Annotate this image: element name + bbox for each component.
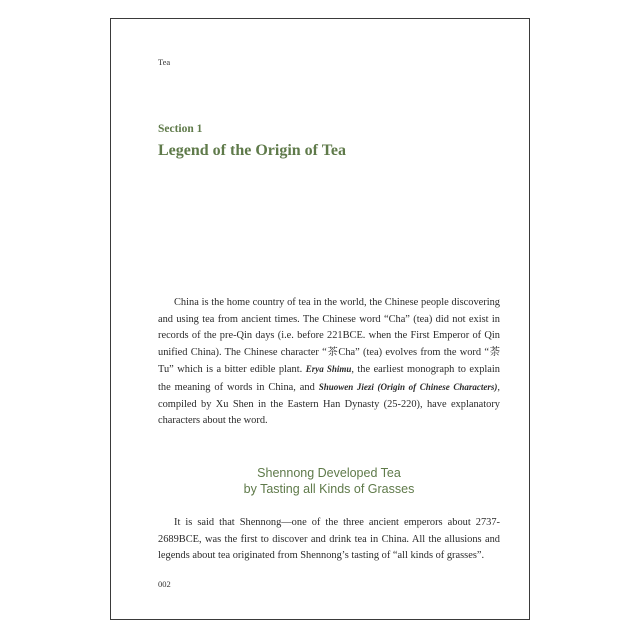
paragraph-origin — [158, 295, 500, 430]
subheading-line2: by Tasting all Kinds of Grasses — [243, 482, 415, 496]
page-number: 002 — [158, 579, 171, 589]
subheading — [158, 465, 500, 497]
paragraph-text-part1: China is the home country of tea in the world, the Chinese people discovering and using tea from ancient times. The Chinese word “Cha” (tea) did not exist in records of the pre-Qin days (i.e. before 221BCE. when the First Emperor of Qin unified China). The Chinese character “茶Cha” (tea) evolves from the word “荼Tu” which is a bitter edible plant. — [158, 297, 500, 376]
section-label: Section 1 — [158, 123, 203, 135]
running-head: Tea — [158, 57, 171, 67]
book-title-erya-shimu: Erya Shimu — [305, 364, 352, 375]
paragraph-text-part3: , compiled by Xu Shen in the Eastern Han Dynasty (25-220), have explanatory characters about the word. — [158, 381, 500, 427]
section-title: Legend of the Origin of Tea — [158, 142, 347, 159]
paragraph-shennong-text: It is said that Shennong—one of the three ancient emperors about 2737-2689BCE, was the first to discover and drink tea in China. All the allusions and legends about tea originated from Shennong’s tasting of “all kinds of grasses”. — [158, 517, 500, 562]
book-page — [110, 18, 530, 620]
book-title-shuowen-jiezi: Shuowen Jiezi (Origin of Chinese Characters) — [318, 381, 498, 392]
paragraph-text-part2: , the earliest monograph to explain the meaning of words in China, and — [158, 364, 500, 393]
paragraph-shennong — [158, 515, 500, 565]
subheading-line1: Shennong Developed Tea — [257, 466, 401, 480]
